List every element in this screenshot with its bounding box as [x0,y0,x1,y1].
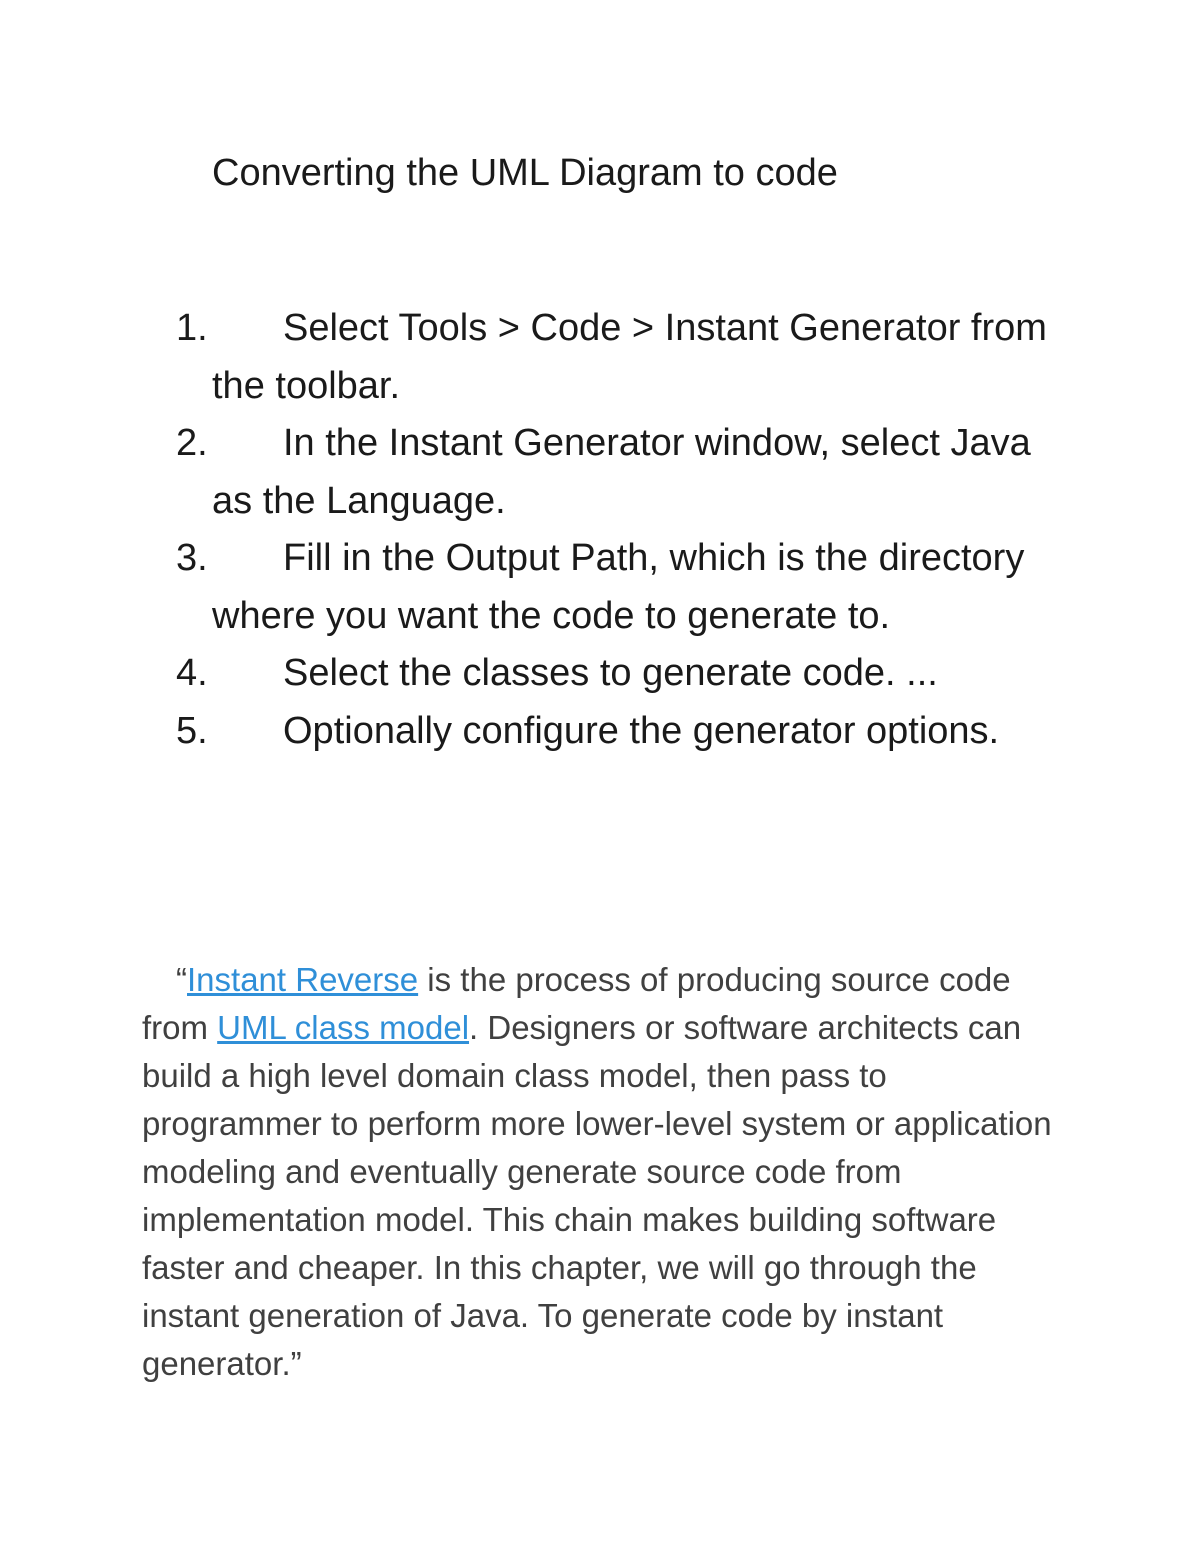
quote-text-1: is the process of producing source code from [142,961,1011,1046]
list-item [176,645,1056,703]
uml-class-model-link[interactable]: UML class model [217,1009,470,1046]
instant-reverse-link[interactable]: Instant Reverse [187,961,419,998]
quote-close-mark: ” [290,1345,302,1382]
step-text: Select Tools > Code > Instant Generator from the toolbar. [212,307,1047,407]
list-item [176,415,1056,530]
quote-open-mark: “ [176,961,187,998]
quote-text-2: . Designers or software architects can build a high level domain class model, then pass to programmer to perform more lower-level system or application modeling and eventually generate source code from implementation model. This chain makes building software faster and cheaper. In this chapter, we will go through the instant generation of Java. To generate code by instant generator. [142,1009,1052,1382]
document-title: Converting the UML Diagram to code [212,152,838,194]
steps-list [176,300,1056,760]
step-text: Select the classes to generate code. ... [283,652,938,694]
list-item [176,300,1056,415]
step-number: 4. [176,652,208,694]
step-number: 5. [176,709,208,752]
step-text: Fill in the Output Path, which is the directory where you want the code to generate to. [212,537,1025,637]
step-text: In the Instant Generator window, select Java as the Language. [212,422,1031,522]
step-number: 1. [176,307,208,349]
quote-paragraph [142,956,1062,1388]
step-number: 3. [176,537,208,579]
list-item [176,703,1056,761]
step-text: Optionally configure the generator options. [283,709,1000,752]
list-item [176,530,1056,645]
step-number: 2. [176,422,208,464]
